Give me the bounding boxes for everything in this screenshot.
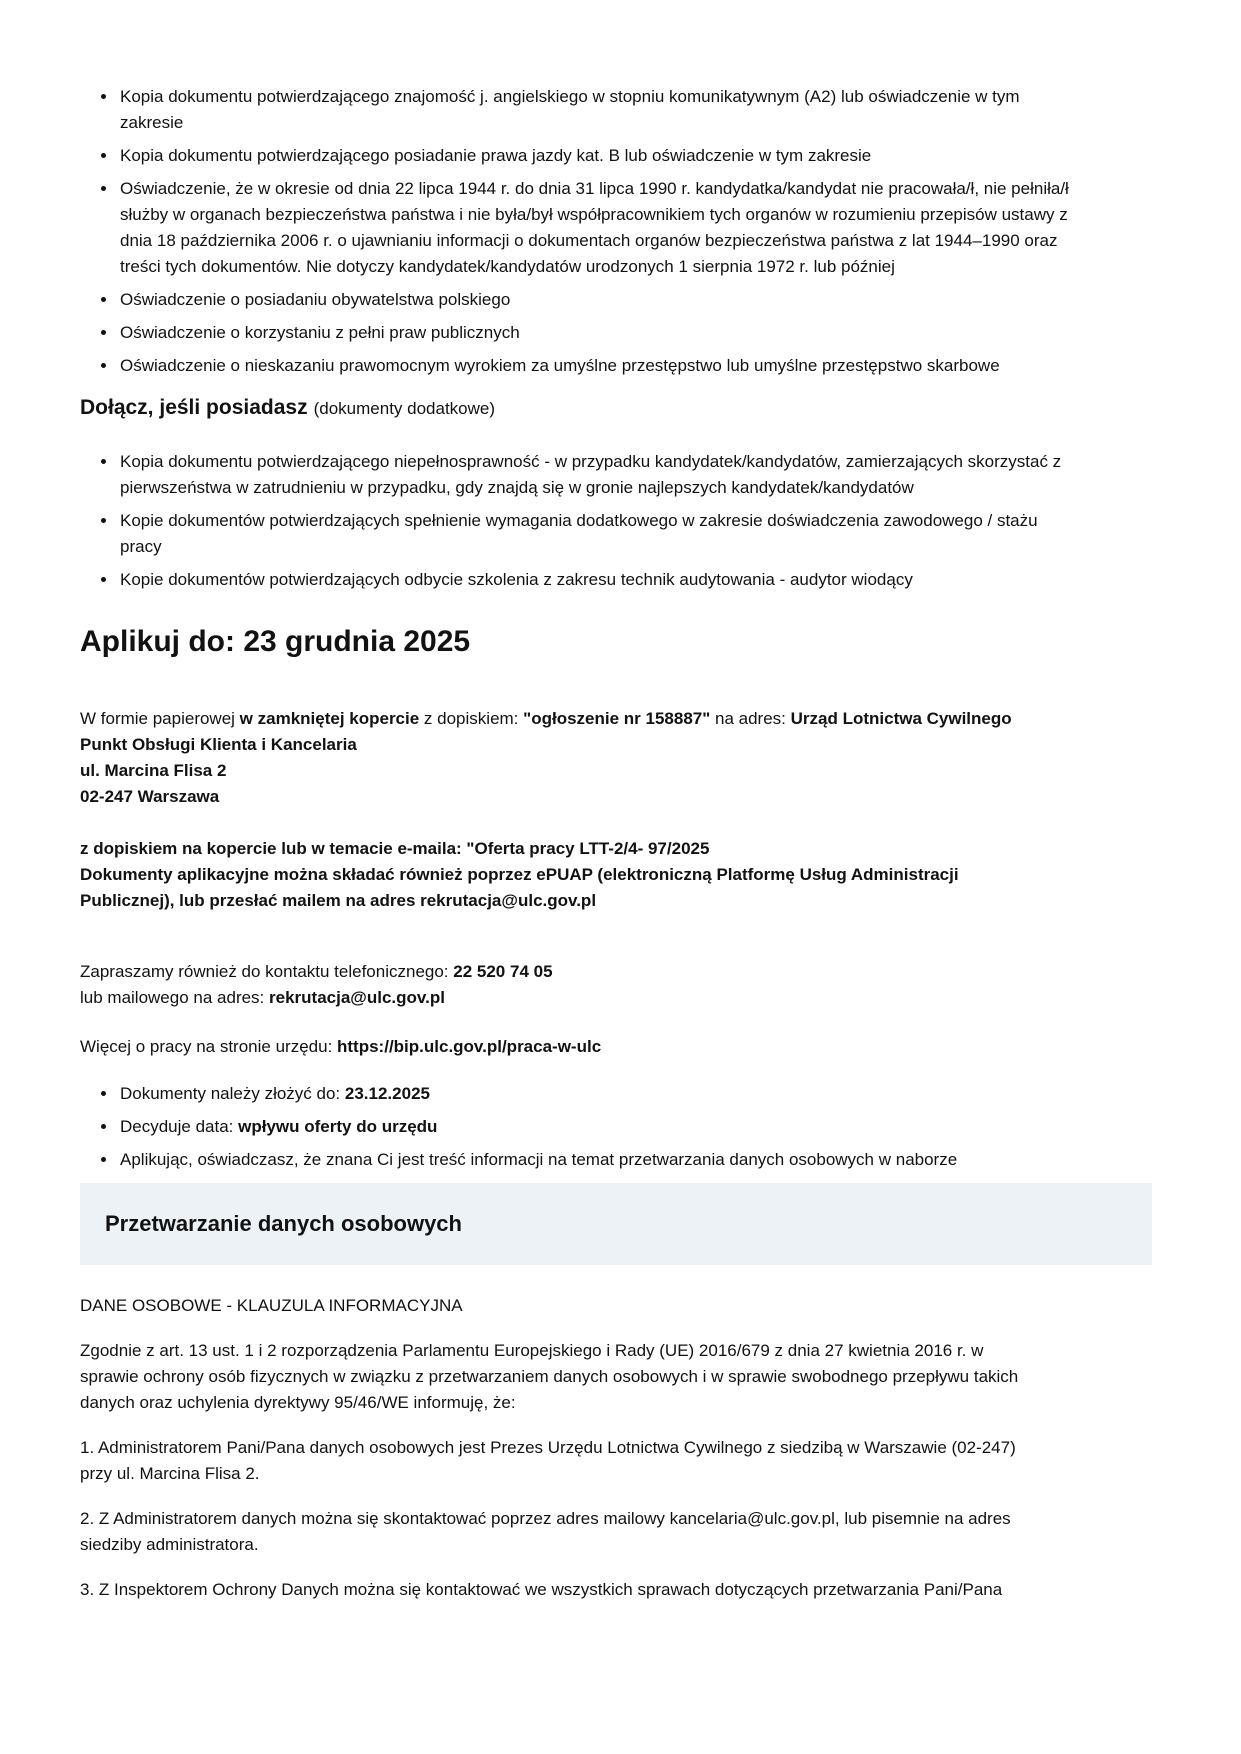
deadline-list xyxy=(80,1081,1071,1173)
list-item: • Kopia dokumentu potwierdzającego niepełnosprawność - w przypadku kandydatek/kandydatów, zamierzających skorzystać z pierwszeństwa w zatrudnieniu w przypadku, gdy znajdą się w gronie najlepszych kandydatek/kandydatów xyxy=(118,449,1071,501)
more-info-paragraph: Więcej o pracy na stronie urzędu: https://bip.ulc.gov.pl/praca-w-ulc xyxy=(80,1037,602,1056)
contact-paragraph: Zapraszamy również do kontaktu telefonicznego: 22 520 74 05 lub mailowego na adres: rekrutacja@ulc.gov.pl xyxy=(80,962,553,1007)
attach-if-possessed-heading xyxy=(80,395,1152,422)
personal-data-section-header[interactable] xyxy=(80,1183,1152,1265)
list-item: • Kopie dokumentów potwierdzających spełnienie wymagania dodatkowego w zakresie doświadczenia zawodowego / stażu pracy xyxy=(118,508,1071,560)
list-item: • Oświadczenie o korzystaniu z pełni praw publicznych xyxy=(118,320,1071,346)
list-item: • Oświadczenie, że w okresie od dnia 22 lipca 1944 r. do dnia 31 lipca 1990 r. kandydatka/kandydat nie pracowała/ł, nie pełniła/ł służby w organach bezpieczeństwa państwa i nie była/był współpracownikiem tych organów w rozumieniu przepisów ustawy z dnia 18 października 2006 r. o ujawnianiu informacji o dokumentach organów bezpieczeństwa państwa z lat 1944–1990 oraz treści tych dokumentów. Nie dotyczy kandydatek/kandydatów urodzonych 1 sierpnia 1972 r. lub później xyxy=(118,176,1071,280)
list-item: • Aplikując, oświadczasz, że znana Ci jest treść informacji na temat przetwarzania danych osobowych w naborze xyxy=(118,1147,1071,1173)
clause-paragraph: 3. Z Inspektorem Ochrony Danych można się kontaktować we wszystkich sprawach dotyczących przetwarzania Pani/Pana xyxy=(80,1580,1003,1599)
list-item: • Kopie dokumentów potwierdzających odbycie szkolenia z zakresu technik audytowania - audytor wiodący xyxy=(118,567,1071,593)
document-content xyxy=(80,0,1152,1603)
clause-title: DANE OSOBOWE - KLAUZULA INFORMACYJNA xyxy=(80,1296,463,1315)
attach-heading-bold: Dołącz, jeśli posiadasz xyxy=(80,396,308,419)
paper-application-paragraph: W formie papierowej w zamkniętej kopercie z dopiskiem: "ogłoszenie nr 158887" na adres: Urząd Lotnictwa Cywilnego Punkt Obsługi Klienta i Kancelaria ul. Marcina Flisa 2 02-247 Warszawa xyxy=(80,709,1012,806)
list-item: • Decyduje data: wpływu oferty do urzędu xyxy=(118,1114,1071,1140)
envelope-note-paragraph: z dopiskiem na kopercie lub w temacie e-maila: "Oferta pracy LTT-2/4- 97/2025 Dokumenty aplikacyjne można składać również poprzez ePUAP (elektroniczną Platformę Usług Administracji Publicznej), lub przesłać mailem na adres rekrutacja@ulc.gov.pl xyxy=(80,839,959,910)
clause-paragraph: 1. Administratorem Pani/Pana danych osobowych jest Prezes Urzędu Lotnictwa Cywilnego z siedzibą w Warszawie (02-247) przy ul. Marcina Flisa 2. xyxy=(80,1438,1016,1483)
clause-paragraph: 2. Z Administratorem danych można się skontaktować poprzez adres mailowy kancelaria@ulc.gov.pl, lub pisemnie na adres siedziby administratora. xyxy=(80,1509,1011,1554)
apply-deadline-heading: Aplikuj do: 23 grudnia 2025 xyxy=(80,625,471,658)
list-item: • Kopia dokumentu potwierdzającego posiadanie prawa jazdy kat. B lub oświadczenie w tym zakresie xyxy=(118,143,1071,169)
list-item: • Kopia dokumentu potwierdzającego znajomość j. angielskiego w stopniu komunikatywnym (A2) lub oświadczenie w tym zakresie xyxy=(118,84,1071,136)
personal-data-heading: Przetwarzanie danych osobowych xyxy=(105,1211,462,1236)
clause-paragraph: Zgodnie z art. 13 ust. 1 i 2 rozporządzenia Parlamentu Europejskiego i Rady (UE) 2016/679 z dnia 27 kwietnia 2016 r. w sprawie ochrony osób fizycznych w związku z przetwarzaniem danych osobowych i w sprawie swobodnego przepływu takich danych oraz uchylenia dyrektywy 95/46/WE informuję, że: xyxy=(80,1341,1019,1412)
optional-documents-list xyxy=(80,449,1071,593)
required-documents-list xyxy=(80,84,1071,379)
list-item: • Dokumenty należy złożyć do: 23.12.2025 xyxy=(118,1081,1071,1107)
list-item: • Oświadczenie o nieskazaniu prawomocnym wyrokiem za umyślne przestępstwo lub umyślne przestępstwo skarbowe xyxy=(118,353,1071,379)
attach-heading-note: (dokumenty dodatkowe) xyxy=(313,399,496,418)
list-item: • Oświadczenie o posiadaniu obywatelstwa polskiego xyxy=(118,287,1071,313)
